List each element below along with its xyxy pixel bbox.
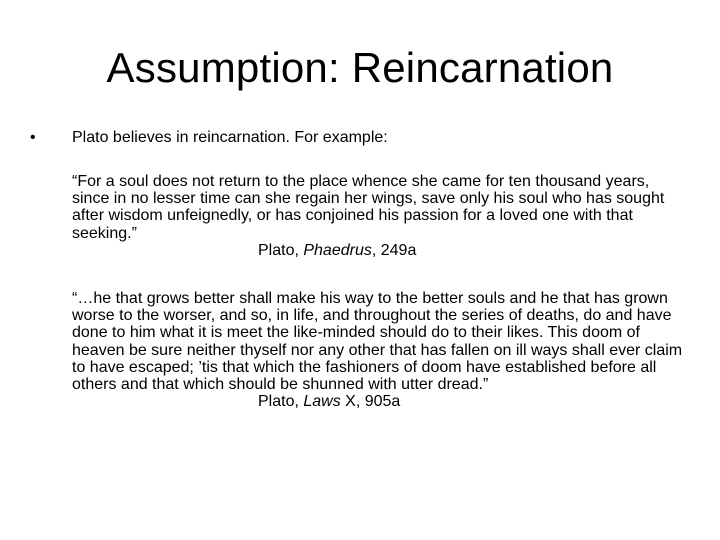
quote-text: “For a soul does not return to the place whence she came for ten thousand years, since in no lesser time can she regain her wings, save only his soul who has sought after wisdom unfeignedly, or has conjoined his passion for a loved one with that seeking.” (72, 173, 665, 242)
citation-locus: , 249a (371, 241, 417, 259)
quote-citation (72, 393, 684, 410)
quote-citation (72, 242, 684, 259)
quote-text: “…he that grows better shall make his way to the better souls and he that has grown worse to the worser, and so, in life, and throughout the series of deaths, do and have done to him what it is meet the like-minded should do to their likes. This doom of heaven be sure neither thyself nor any other that has fallen on ill ways shall ever claim to have escaped; ’tis that which the fashioners of doom have established before all others and that which should be shunned with utter dread.” (72, 290, 683, 394)
slide-title: Assumption: Reincarnation (106, 44, 614, 91)
bullet-icon: • (30, 129, 36, 146)
citation-author: Plato, (258, 393, 304, 411)
citation-author: Plato, (258, 241, 304, 259)
citation-work: Laws (303, 393, 341, 411)
citation-work: Phaedrus (303, 241, 372, 259)
bullet-text: Plato believes in reincarnation. For example: (72, 129, 388, 146)
quote-laws (72, 290, 684, 410)
citation-locus: X, 905a (340, 393, 401, 411)
quote-phaedrus (72, 173, 684, 259)
